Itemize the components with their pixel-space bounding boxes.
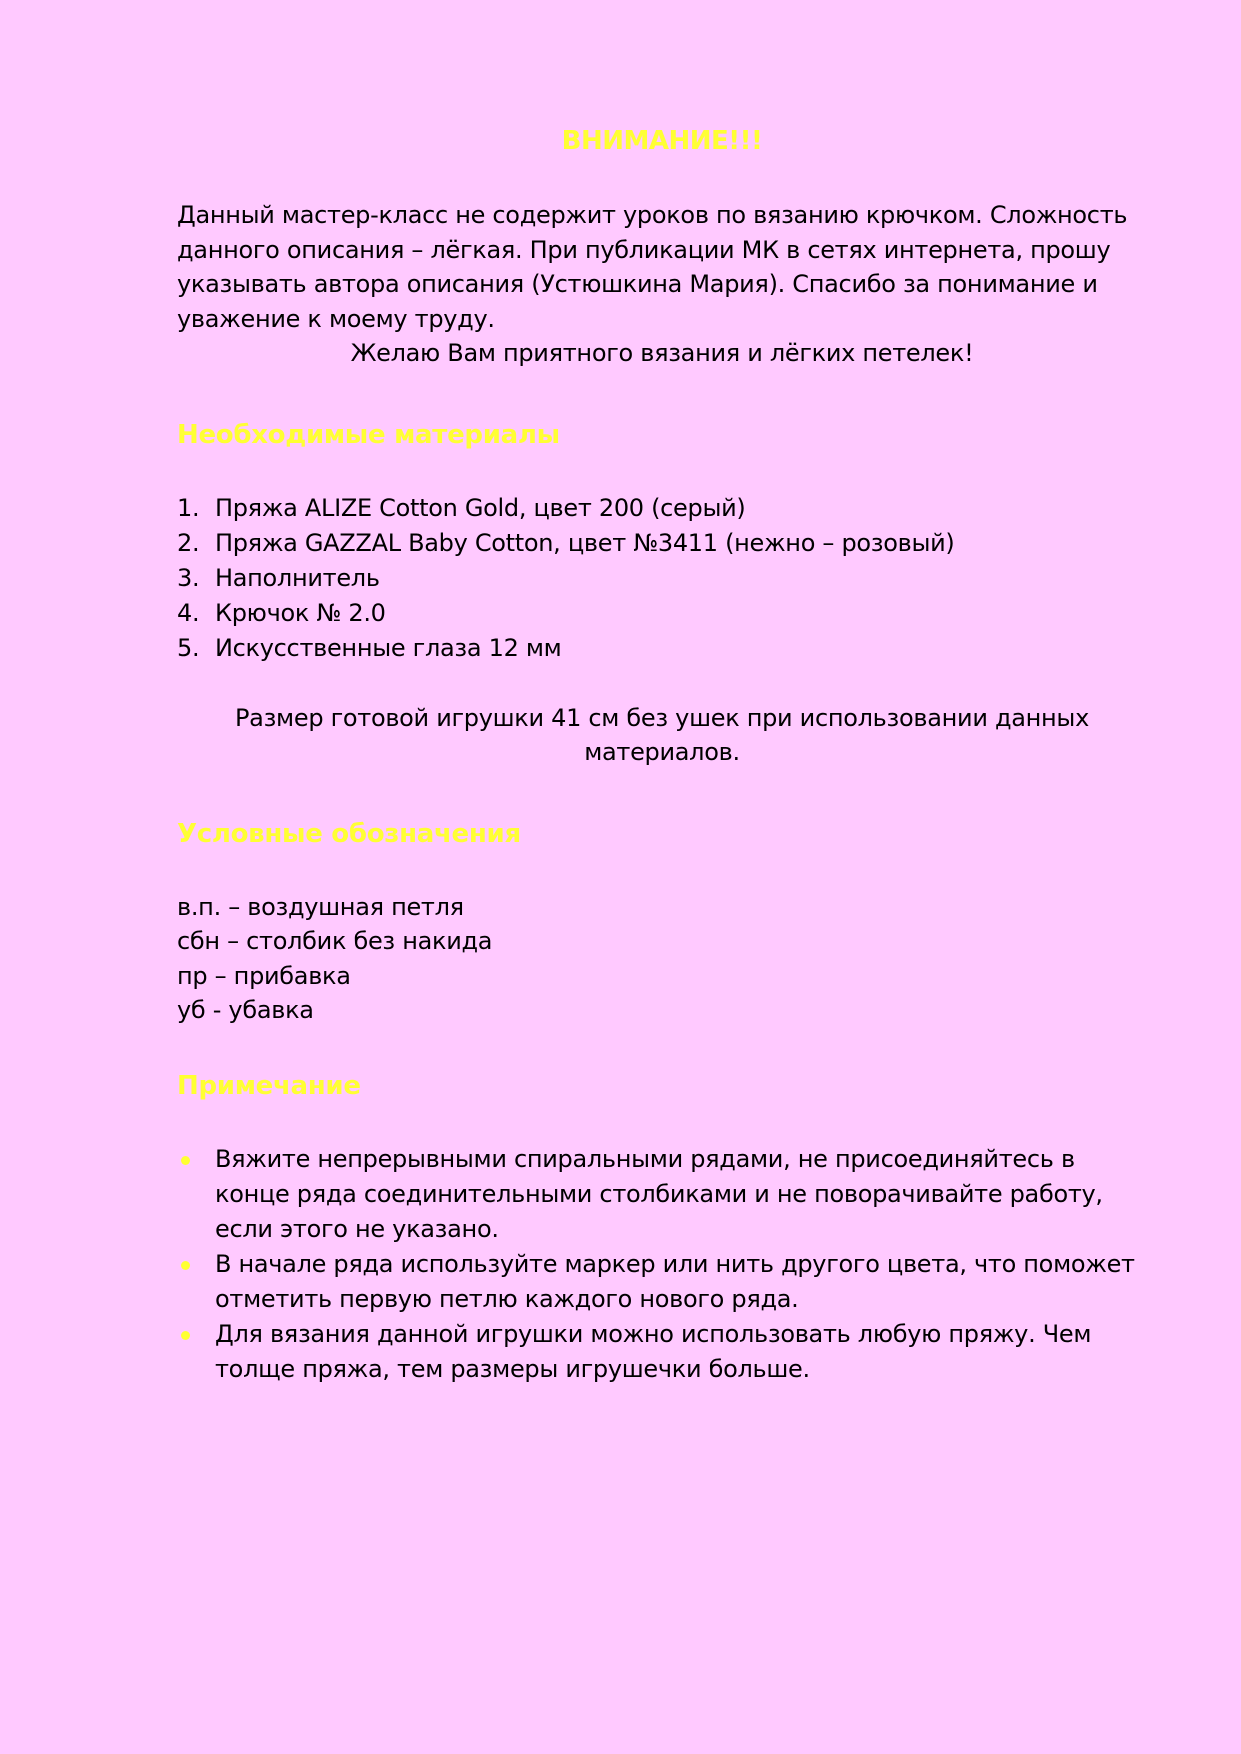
- list-item-number: 3.: [177, 563, 200, 592]
- note-text: В начале ряда используйте маркер или нить другого цвета, что поможет отметить первую петлю каждого нового ряда.: [215, 1249, 1135, 1313]
- symbols-heading: Условные обозначения: [177, 818, 521, 849]
- page-content: [177, 118, 1147, 1387]
- list-item: [177, 526, 1147, 561]
- attention-title: ВНИМАНИЕ!!!: [561, 126, 763, 156]
- list-item-number: 2.: [177, 528, 200, 557]
- list-item-text: Пряжа GAZZAL Baby Cotton, цвет №3411 (нежно – розовый): [215, 528, 955, 557]
- note-item: [177, 1142, 1147, 1247]
- wish-line: Желаю Вам приятного вязания и лёгких петелек!: [350, 339, 974, 367]
- bullet-dot-icon: [181, 1261, 190, 1270]
- notes-heading: Примечание: [177, 1070, 361, 1101]
- symbols-list: [177, 890, 1147, 1028]
- list-item-number: 5.: [177, 633, 200, 662]
- symbol-item: уб - убавка: [177, 996, 314, 1024]
- list-item-text: Пряжа ALIZE Cotton Gold, цвет 200 (серый): [215, 493, 746, 522]
- note-item: [177, 1247, 1147, 1317]
- note-text: Вяжите непрерывными спиральными рядами, не присоединяйтесь в конце ряда соединительными столбиками и не поворачивайте работу, если этого не указано.: [215, 1144, 1103, 1243]
- symbol-item: пр – прибавка: [177, 961, 351, 990]
- notes-list: [177, 1142, 1147, 1387]
- list-item-text: Искусственные глаза 12 мм: [215, 633, 562, 662]
- note-item: [177, 1317, 1147, 1387]
- symbol-item: сбн – столбик без накида: [177, 927, 493, 955]
- bullet-dot-icon: [181, 1331, 190, 1340]
- symbol-item: в.п. – воздушная петля: [177, 892, 464, 921]
- list-item: [177, 596, 1147, 631]
- list-item-number: 1.: [177, 493, 200, 522]
- toy-size-note: Размер готовой игрушки 41 см без ушек при использовании данных материалов.: [235, 703, 1089, 766]
- list-item-text: Наполнитель: [215, 563, 380, 592]
- materials-heading: Необходимые материалы: [177, 419, 560, 450]
- materials-list: [177, 491, 1147, 666]
- list-item: [177, 631, 1147, 666]
- intro-paragraph: Данный мастер-класс не содержит уроков по вязанию крючком. Сложность данного описания – лёгкая. При публикации МК в сетях интернета, прошу указывать автора описания (Устюшкина Мария). Спасибо за понимание и уважение к моему труду.: [177, 201, 1128, 333]
- note-text: Для вязания данной игрушки можно использовать любую пряжу. Чем толще пряжа, тем размеры игрушечки больше.: [215, 1319, 1092, 1383]
- list-item-number: 4.: [177, 598, 200, 627]
- list-item: [177, 491, 1147, 526]
- list-item-text: Крючок № 2.0: [215, 598, 386, 627]
- bullet-dot-icon: [181, 1156, 190, 1165]
- list-item: [177, 561, 1147, 596]
